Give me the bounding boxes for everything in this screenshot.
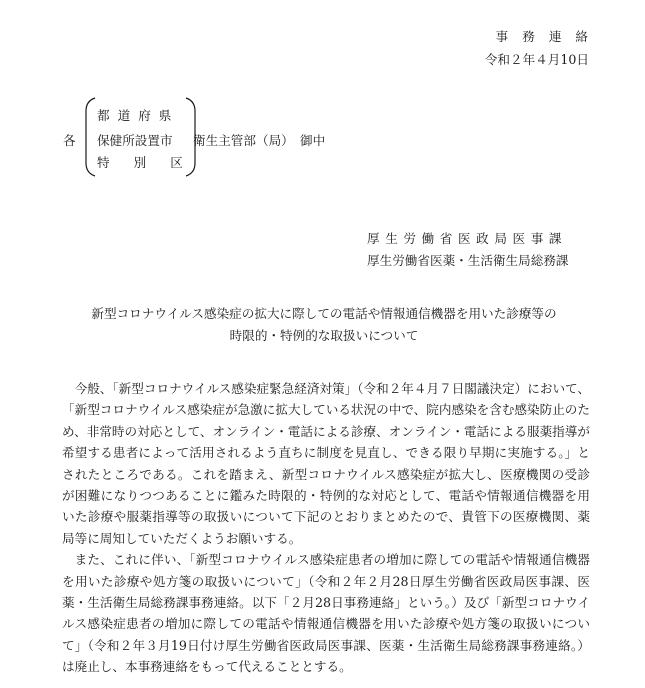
subject (60, 303, 588, 347)
body-paragraph-2: また、これに伴い、「新型コロナウイルス感染症患者の増加に際しての電話や情報通信機器を用いた診療や処方箋の取扱いについて」（令和２年２月28日厚生労働省医政局医事課、医薬・生活衛生局総務課事務連絡。以下「２月28日事務連絡」という。）及び「新型コロナウイルス感染症患者の増加に際しての電話や情報通信機器を用いた診療や処方箋の取扱いについて」（令和２年３月19日付け厚生労働省医政局医事課、医薬・生活衛生局総務課事務連絡。）は廃止し、本事務連絡をもって代えることとする。 (62, 552, 590, 675)
document-date: 令和２年４月10日 (484, 52, 589, 67)
body-paragraph-1: 今般、「新型コロナウイルス感染症緊急経済対策」（令和２年４月７日閣議決定）において、「新型コロナウイルス感染症が急激に拡大している状況の中で、院内感染を含む感染防止のため、非常時の対応として、オンライン・電話による診療、オンライン・電話による服薬指導が希望する患者によって活用されるよう直ちに制度を見直し、できる限り早期に実施する。」とされたところである。これを踏まえ、新型コロナウイルス感染症が拡大し、医療機関の受診が困難になりつつあることに鑑みた時限的・特例的な対応として、電話や情報通信機器を用いた診療や服薬指導等の取扱いについて下記のとおりまとめたので、貴管下の医療機関、薬局等に周知していただくようお願いする。 (62, 381, 590, 546)
subject-line-1: 新型コロナウイルス感染症の拡大に際しての電話や情報通信機器を用いた診療等の (91, 306, 557, 321)
sender-line-2: 厚生労働省医薬・生活衛生局総務課 (367, 253, 569, 268)
addressee-line-2: 保健所設置市 (97, 133, 173, 148)
addressee-prefix: 各 (63, 133, 76, 148)
sender-line-1: 厚生労働省医政局医事課 (367, 231, 568, 246)
body-text (62, 378, 590, 678)
subject-line-2: 時限的・特例的な取扱いについて (229, 328, 419, 343)
addressee-suffix: 衛生主管部（局） 御中 (193, 133, 326, 148)
addressee-line-1: 都道府県 (97, 108, 180, 123)
left-bracket (85, 97, 97, 177)
document-type: 事務連絡 (495, 29, 602, 44)
addressee-line-3: 特別区 (97, 155, 207, 170)
